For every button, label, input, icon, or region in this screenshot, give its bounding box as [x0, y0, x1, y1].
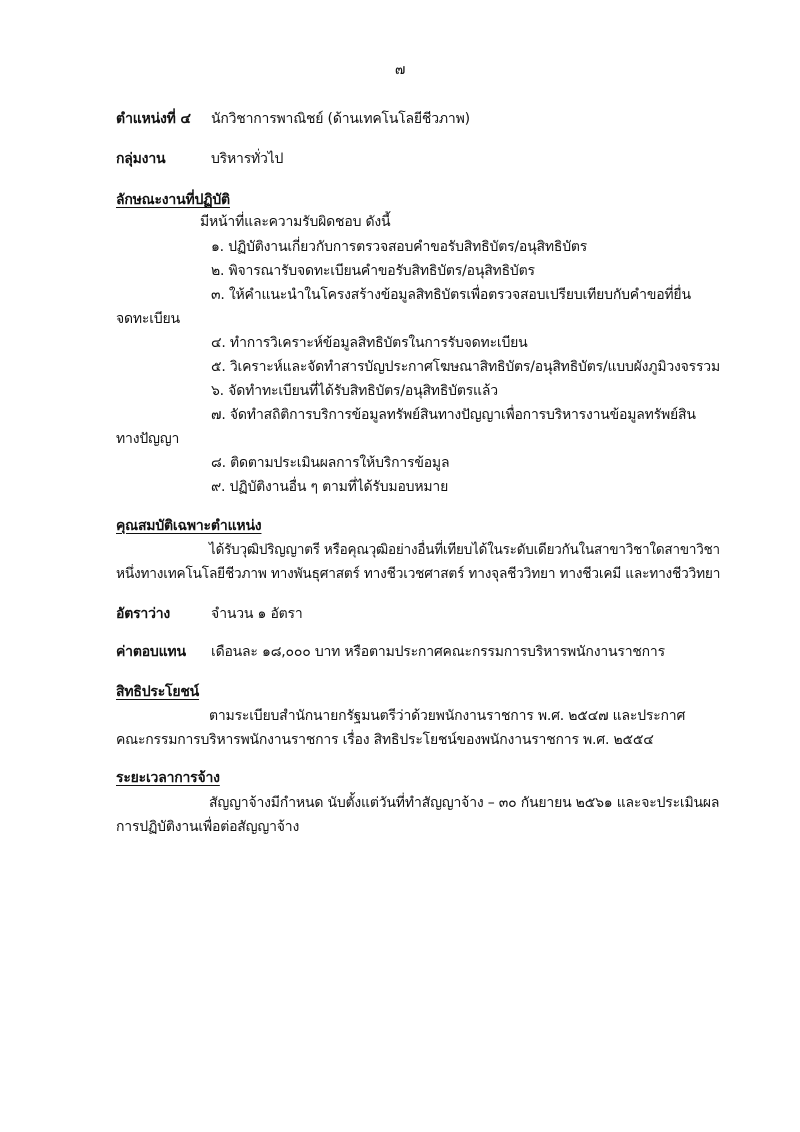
compensation-label: ค่าตอบแทน: [116, 644, 186, 660]
duties-heading: ลักษณะงานที่ปฏิบัติ: [116, 192, 230, 208]
duty-item: ๗. จัดทำสถิติการบริการข้อมูลทรัพย์สินทางปัญญาเพื่อการบริหารงานข้อมูลทรัพย์สิน: [211, 407, 696, 423]
position-value: นักวิชาการพาณิชย์ (ด้านเทคโนโลยีชีวภาพ): [211, 111, 470, 127]
duty-item: ๑. ปฏิบัติงานเกี่ยวกับการตรวจสอบคำขอรับสิทธิบัตร/อนุสิทธิบัตร: [211, 239, 588, 255]
duty-item: ๘. ติดตามประเมินผลการให้บริการข้อมูล: [211, 455, 450, 471]
vacancy-label: อัตราว่าง: [116, 606, 171, 622]
qualification-heading: คุณสมบัติเฉพาะตำแหน่ง: [116, 518, 262, 534]
duty-item-continuation: ทางปัญญา: [116, 431, 180, 447]
qualification-line: หนึ่งทางเทคโนโลยีชีวภาพ ทางพันธุศาสตร์ ทางชีวเวชศาสตร์ ทางจุลชีววิทยา ทางชีวเคมี และทางชีววิทยา: [116, 566, 721, 582]
compensation-value: เดือนละ ๑๘,๐๐๐ บาท หรือตามประกาศคณะกรรมการบริหารพนักงานราชการ: [211, 644, 665, 660]
employment-period-line: การปฏิบัติงานเพื่อต่อสัญญาจ้าง: [116, 819, 300, 835]
duty-item: ๙. ปฏิบัติงานอื่น ๆ ตามที่ได้รับมอบหมาย: [211, 479, 449, 495]
duty-item-continuation: จดทะเบียน: [116, 311, 180, 327]
duty-item: ๒. พิจารณารับจดทะเบียนคำขอรับสิทธิบัตร/อนุสิทธิบัตร: [211, 263, 535, 279]
group-label: กลุ่มงาน: [116, 151, 166, 167]
qualification-line: ได้รับวุฒิปริญญาตรี หรือคุณวุฒิอย่างอื่นที่เทียบได้ในระดับเดียวกันในสาขาวิชาใดสาขาวิชา: [209, 542, 720, 558]
benefits-heading: สิทธิประโยชน์: [116, 684, 200, 700]
benefits-line: ตามระเบียบสำนักนายกรัฐมนตรีว่าด้วยพนักงานราชการ พ.ศ. ๒๕๔๗ และประกาศ: [209, 708, 686, 724]
benefits-line: คณะกรรมการบริหารพนักงานราชการ เรื่อง สิทธิประโยชน์ของพนักงานราชการ พ.ศ. ๒๕๕๔: [116, 732, 654, 748]
vacancy-value: จำนวน ๑ อัตรา: [211, 606, 303, 622]
page-number: ๗: [394, 62, 406, 78]
employment-period-line: สัญญาจ้างมีกำหนด นับตั้งแต่วันที่ทำสัญญาจ้าง – ๓๐ กันยายน ๒๕๖๑ และจะประเมินผล: [209, 795, 720, 811]
duty-item: ๖. จัดทำทะเบียนที่ได้รับสิทธิบัตร/อนุสิทธิบัตรแล้ว: [211, 383, 498, 399]
duties-intro: มีหน้าที่และความรับผิดชอบ ดังนี้: [200, 214, 391, 230]
duty-item: ๕. วิเคราะห์และจัดทำสารบัญประกาศโฆษณาสิทธิบัตร/อนุสิทธิบัตร/แบบผังภูมิวงจรรวม: [211, 359, 720, 375]
employment-period-heading: ระยะเวลาการจ้าง: [116, 770, 220, 786]
duty-item: ๔. ทำการวิเคราะห์ข้อมูลสิทธิบัตรในการรับจดทะเบียน: [211, 335, 528, 351]
group-value: บริหารทั่วไป: [211, 151, 284, 167]
duty-item: ๓. ให้คำแนะนำในโครงสร้างข้อมูลสิทธิบัตรเพื่อตรวจสอบเปรียบเทียบกับคำขอที่ยื่น: [211, 287, 691, 303]
position-label: ตำแหน่งที่ ๔: [116, 111, 191, 127]
